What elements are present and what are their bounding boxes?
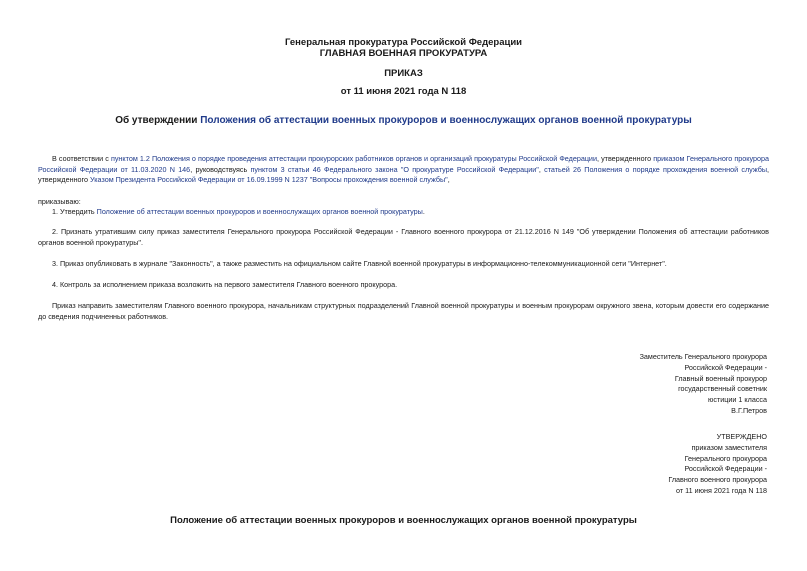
document-header xyxy=(0,37,807,59)
approval-line: от 11 июня 2021 года N 118 xyxy=(676,485,767,495)
order-word: приказываю: xyxy=(38,197,81,206)
preamble-text: В соответствии с xyxy=(52,154,111,163)
regulation-title: Положение об аттестации военных прокуроров и военнослужащих органов военной прокуратуры xyxy=(170,515,637,526)
signature-line: Российской Федерации - xyxy=(684,362,767,372)
preamble-text: , xyxy=(447,175,450,184)
sub-org-name: ГЛАВНАЯ ВОЕННАЯ ПРОКУРАТУРА xyxy=(319,48,488,59)
item-3: 3. Приказ опубликовать в журнале "Законность", а также разместить на официальном сайте Главной военной прокуратуры в информационно-телекоммуникационной сети "Интернет". xyxy=(52,259,667,268)
preamble-text: , руководствуясь xyxy=(190,164,251,174)
signature-block xyxy=(640,352,767,417)
approval-line: Главного военного прокурора xyxy=(668,475,767,485)
item-1-text: . xyxy=(422,207,425,216)
signature-line: Главный военный прокурор xyxy=(674,373,767,383)
doc-date-number: от 11 июня 2021 года N 118 xyxy=(340,86,467,97)
signature-line: Заместитель Генерального прокурора xyxy=(639,352,767,361)
preamble-text: , утвержденного xyxy=(596,154,654,163)
title-link[interactable]: Положения об аттестации военных прокуроров и военнослужащих органов военной прокуратуры xyxy=(200,115,692,126)
title-prefix: Об утверждении xyxy=(115,115,201,126)
org-name: Генеральная прокуратура Российской Федерации xyxy=(284,37,523,48)
item-1-link[interactable]: Положение об аттестации военных прокуроров и военнослужащих органов военной прокуратуры xyxy=(96,207,423,216)
signature-line: юстиции 1 класса xyxy=(707,395,767,405)
preamble-paragraph xyxy=(38,154,769,186)
approval-line: приказом заместителя xyxy=(691,442,767,452)
document-title xyxy=(0,115,807,126)
item-1-text: 1. Утвердить xyxy=(52,207,97,216)
preamble-link[interactable]: приказом Генерального прокурора Российской Федерации от 11.03.2020 N 146 xyxy=(38,154,770,174)
signature-name: В.Г.Петров xyxy=(731,405,767,415)
item-5: Приказ направить заместителям Главного военного прокурора, начальникам структурных подразделений Главной военной прокуратуры и военным прокурорам окружного звена, которым довести его содержание до сведения подчиненных работников. xyxy=(38,301,769,321)
preamble-link[interactable]: пунктом 1.2 Положения о порядке проведения аттестации прокурорских работников органов и организаций прокуратуры Российской Федерации xyxy=(110,154,597,163)
approval-block xyxy=(668,432,767,497)
approval-line: УТВЕРЖДЕНО xyxy=(716,432,767,441)
signature-line: государственный советник xyxy=(678,384,767,394)
preamble-link[interactable]: пунктом 3 статьи 46 Федерального закона "О прокуратуре Российской Федерации" xyxy=(250,164,539,174)
approval-line: Российской Федерации - xyxy=(684,464,767,474)
approval-line: Генерального прокурора xyxy=(684,453,767,463)
item-2: 2. Признать утратившим силу приказ заместителя Генерального прокурора Российской Федерации - Главного военного прокурора от 21.12.2016 N 149 "Об утверждении Положения об аттестации работников органов военной прокуратуры". xyxy=(38,227,769,247)
item-1 xyxy=(38,207,769,218)
doc-type: ПРИКАЗ xyxy=(384,68,423,79)
preamble-text: , xyxy=(538,164,545,174)
preamble-link[interactable]: статьей 26 Положения о порядке прохождения военной службы xyxy=(544,164,767,174)
preamble-link[interactable]: Указом Президента Российской Федерации от 16.09.1999 N 1237 "Вопросы прохождения военной службы" xyxy=(90,175,448,184)
preamble-text: , утвержденного xyxy=(38,164,769,184)
item-4: 4. Контроль за исполнением приказа возложить на первого заместителя Главного военного прокурора. xyxy=(52,280,398,289)
